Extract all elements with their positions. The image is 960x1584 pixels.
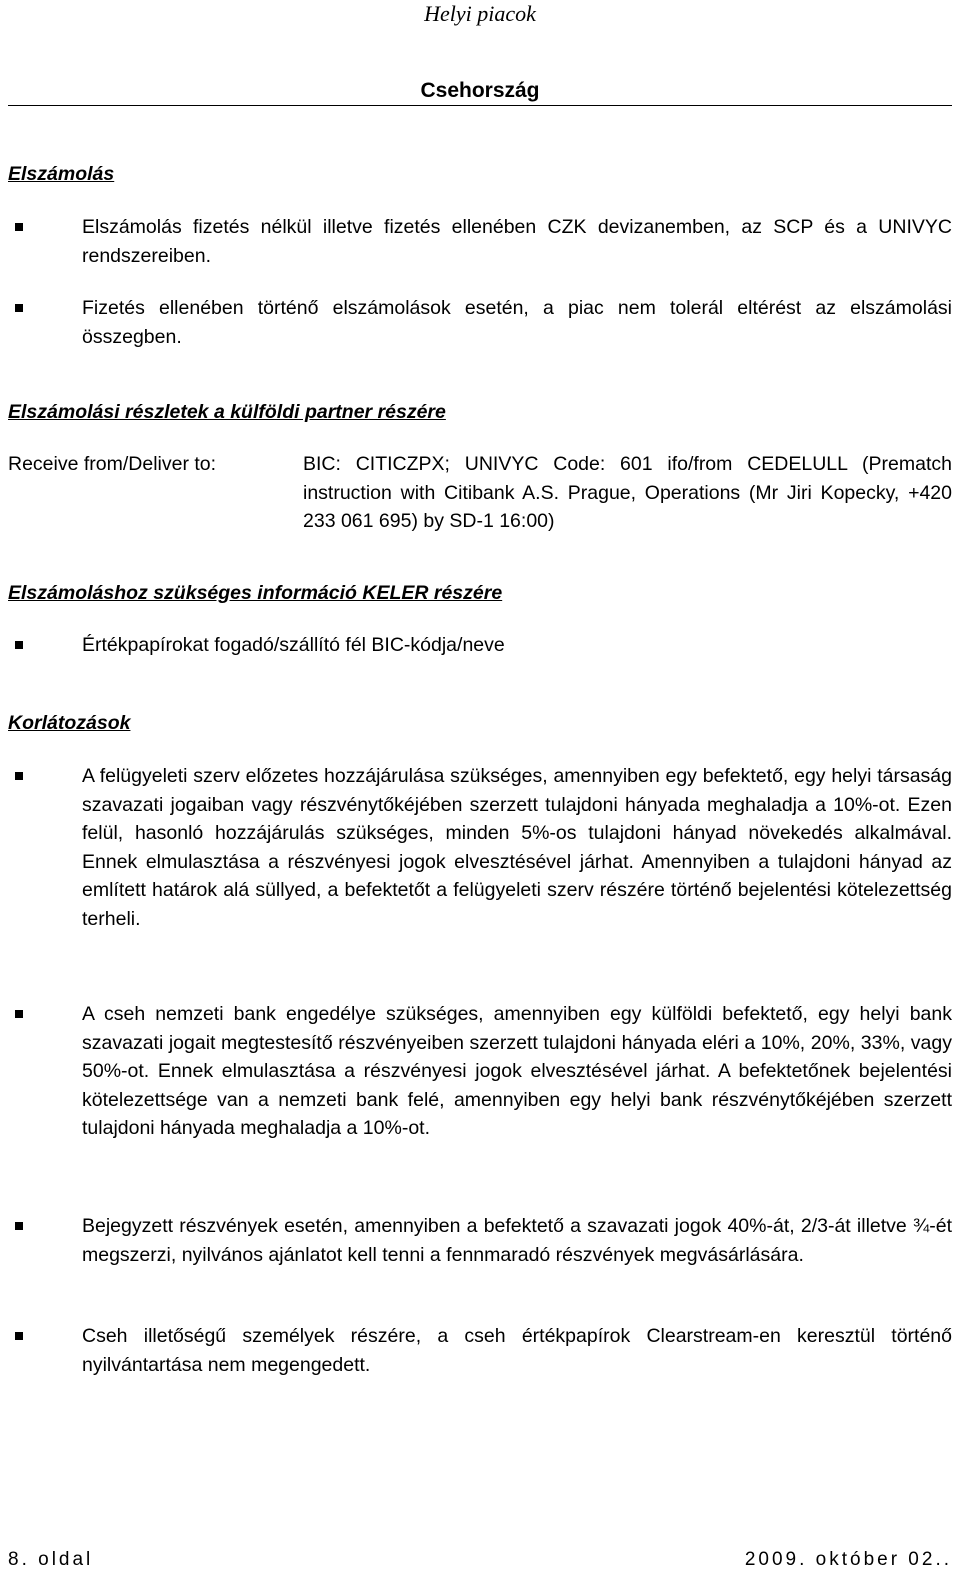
list-item: [8, 1322, 952, 1379]
list-item: [8, 213, 952, 270]
bullet-square-icon: [15, 641, 23, 649]
footer-page-number: 8. oldal: [8, 1549, 94, 1570]
bullet-square-icon: [15, 1222, 23, 1230]
list-item: [8, 1000, 952, 1143]
bullet-square-icon: [15, 223, 23, 231]
bullet-square-icon: [15, 1332, 23, 1340]
list-item: [8, 762, 952, 933]
bullet-square-icon: [15, 304, 23, 312]
section-heading-keler: Elszámoláshoz szükséges információ KELER részére: [8, 582, 503, 604]
receive-deliver-label: Receive from/Deliver to:: [8, 453, 217, 475]
bullet-square-icon: [15, 1010, 23, 1018]
section-heading-settlement: Elszámolás: [8, 163, 115, 185]
bullet-text: Értékpapírokat fogadó/szállító fél BIC-kódja/neve: [82, 634, 505, 656]
list-item: [8, 294, 952, 351]
bullet-text: Cseh illetőségű személyek részére, a cseh értékpapírok Clearstream-en keresztül történő nyilvántartása nem megengedett.: [82, 1325, 952, 1376]
section-heading-restrictions: Korlátozások: [8, 712, 131, 734]
bullet-text: A cseh nemzeti bank engedélye szükséges, amennyiben egy külföldi befektető, egy helyi bank szavazati jogait megtestesítő részvényeiben szerzett tulajdoni hányada eléri a 10%, 20%, 33%, vagy 50%-ot. Ennek elmulasztása a részvényesi jogok elvesztésével járhat. A befektetőnek bejelentési kötelezettsége van a nemzeti bank felé, amennyiben egy helyi bank részvénytőkéjében szerzett tulajdoni hányada meghaladja a 10%-ot.: [82, 1003, 952, 1139]
bullet-square-icon: [15, 772, 23, 780]
country-title: Csehország: [420, 79, 540, 102]
bullet-text: Fizetés ellenében történő elszámolások esetén, a piac nem tolerál eltérést az elszámolási összegben.: [82, 297, 952, 348]
receive-deliver-value: BIC: CITICZPX; UNIVYC Code: 601 ifo/from CEDELULL (Prematch instruction with Citibank A.S. Prague, Operations (Mr Jiri Kopecky, +420 233 061 695) by SD-1 16:00): [303, 453, 952, 532]
bullet-text: Elszámolás fizetés nélkül illetve fizetés ellenében CZK devizanemben, az SCP és a UNIVYC rendszereiben.: [82, 216, 952, 267]
bullet-text: Bejegyzett részvények esetén, amennyiben a befektető a szavazati jogok 40%-át, 2/3-át illetve ¾-ét megszerzi, nyilvános ajánlatot kell tenni a fennmaradó részvények megvásárlására.: [82, 1215, 952, 1266]
list-item: [8, 631, 952, 660]
list-item: [8, 1212, 952, 1269]
bullet-text: A felügyeleti szerv előzetes hozzájárulása szükséges, amennyiben egy befektető, egy helyi társaság szavazati jogaiban vagy részvénytőkéjében szerzett tulajdoni hányada meghaladja a 10%-ot. Ezen felül, hasonló hozzájárulás szükséges, minden 5%-os tulajdoni hányad növekedés alkalmával. Ennek elmulasztása a részvényesi jogok elvesztésével járhat. Amennyiben a tulajdoni hányad az említett határok alá süllyed, a befektetőt a felügyeleti szerv részére történő bejelentési kötelezettség terheli.: [82, 765, 952, 930]
footer-date: 2009. október 02..: [744, 1549, 952, 1570]
section-heading-foreign-partner: Elszámolási részletek a külföldi partner részére: [8, 401, 446, 423]
header-divider: [8, 105, 952, 106]
document-header-title: Helyi piacok: [424, 1, 536, 26]
